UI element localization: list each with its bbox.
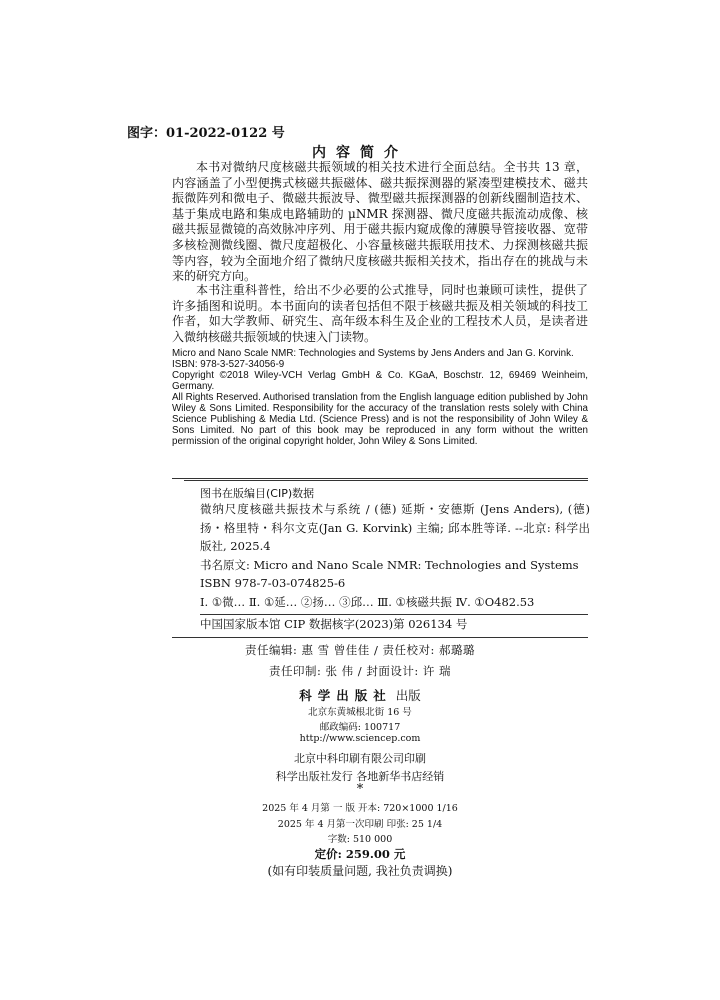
price: 定价: 259.00 元	[314, 847, 406, 861]
publisher-postcode: 邮政编码: 100717	[319, 722, 401, 733]
section-title: 内容简介	[312, 145, 408, 161]
cip-entry: 微纳尺度核磁共振技术与系统 / (德) 延斯・安德斯 (Jens Anders), (德) 扬・格里特・科尔文克(Jan G. Korvink) 主编; 邱本胜等译. --北京: 科学出版社, 2025.4	[200, 502, 590, 553]
staff-editors: 责任编辑: 惠 雪 曾佳佳 / 责任校对: 郝璐璐	[244, 643, 476, 657]
publisher-line	[0, 686, 720, 704]
copyright-block	[172, 348, 588, 447]
printer: 北京中科印刷有限公司印刷	[294, 752, 426, 765]
staff-production: 责任印制: 张 伟 / 封面设计: 许 瑞	[268, 664, 452, 678]
copyright-line-title: Micro and Nano Scale NMR: Technologies and Systems by Jens Anders and Jan G. Korvink.	[172, 348, 574, 359]
quality-notice: (如有印装质量问题, 我社负责调换)	[267, 864, 453, 878]
publisher-suffix: 出版	[395, 688, 421, 703]
divider	[172, 478, 588, 479]
publisher-address: 北京东黄城根北街 16 号	[308, 707, 412, 718]
intro-paragraph-2: 本书注重科普性，给出不少必要的公式推导，同时也兼顾可读性，提供了许多插图和说明。本书面向的读者包括但不限于核磁共振及相关领域的科技工作者，如大学教师、研究生、高年级本科生及企业的工程技术人员，是读者进入微纳核磁共振领域的快速入门读物。	[172, 283, 588, 344]
intro-paragraph-1: 本书对微纳尺度核磁共振领域的相关技术进行全面总结。全书共 13 章，内容涵盖了小型便携式核磁共振磁体、磁共振探测器的紧凑型建模技术、磁共振微阵列和微电子、微磁共振波导、微型磁共振探测器的创新线圈制造技术、基于集成电路和集成电路辅助的 μNMR 探测器、微尺度磁共振流动成像、核磁共振显微镜的高效脉冲序列、用于磁共振内窥成像的薄膜导管接收器、宽带多核检测微线圈、微尺度超极化、小容量核磁共振联用技术、力探测核磁共振等内容，较为全面地介绍了微纳尺度核磁共振相关技术，指出存在的挑战与未来的研究方向。	[172, 160, 588, 284]
separator-star: *	[356, 782, 364, 797]
permit-number: 图字：01-2022-0122 号	[127, 126, 285, 141]
cip-isbn: ISBN 978-7-03-074825-6	[200, 576, 346, 590]
printing-info: 2025 年 4 月第一次印刷 印张: 25 1/4	[277, 819, 443, 830]
copyright-line-holder: Copyright ©2018 Wiley-VCH Verlag GmbH & Co. KGaA, Boschstr. 12, 69469 Weinheim, Germany.	[172, 370, 588, 392]
distributor: 科学出版社发行 各地新华书店经销	[275, 770, 445, 783]
copyright-line-rights: All Rights Reserved. Authorised translation from the English language edition published by John Wiley & Sons Limited. Responsibility for the accuracy of the translation rests solely with China Science Publishing & Media Ltd. (Science Press) and is not the responsibility of John Wiley & Sons Limited. No part of this book may be reproduced in any form without the written permission of the original copyright holder, John Wiley & Sons Limited.	[172, 392, 588, 447]
publisher-website: http://www.sciencep.com	[299, 733, 421, 744]
edition-info: 2025 年 4 月第 一 版 开本: 720×1000 1/16	[262, 803, 458, 814]
divider	[184, 480, 588, 481]
cip-subjects: Ⅰ. ①微… Ⅱ. ①延… ②扬… ③邱… Ⅲ. ①核磁共振 Ⅳ. ①O482.53	[200, 595, 535, 609]
cip-heading: 图书在版编目(CIP)数据	[200, 487, 315, 500]
publisher-name: 科学出版社	[299, 688, 392, 703]
copyright-line-isbn: ISBN: 978-3-527-34056-9	[172, 359, 285, 370]
cip-original-title: 书名原文: Micro and Nano Scale NMR: Technologies and Systems	[200, 558, 579, 572]
divider	[172, 637, 588, 638]
cip-number: 中国国家版本馆 CIP 数据核字(2023)第 026134 号	[200, 617, 468, 631]
word-count: 字数: 510 000	[327, 834, 393, 845]
